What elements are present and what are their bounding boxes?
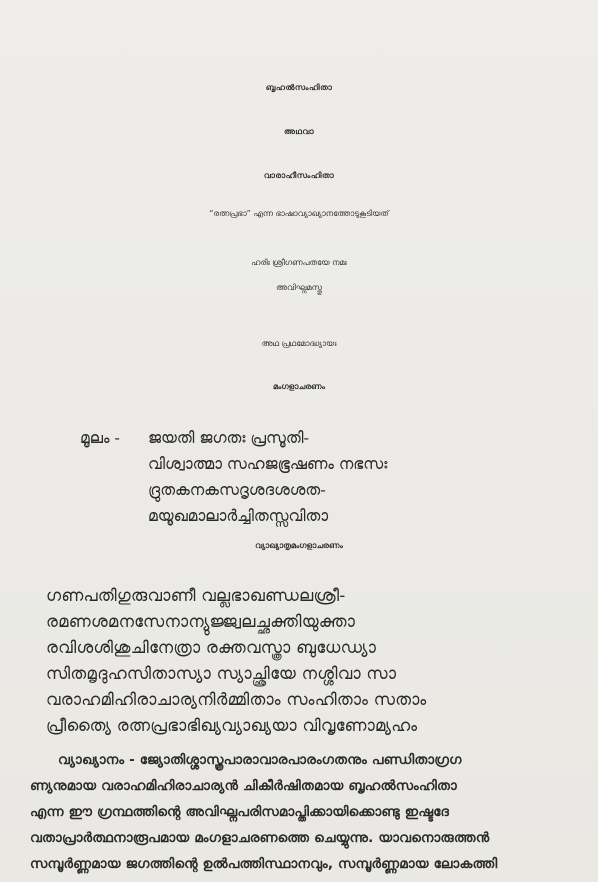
mulam-line: ജയതി ജഗതഃ പ്രസൂതി- — [148, 429, 310, 447]
prose-line: സമ്പൂർണ്ണമായ ജഗത്തിന്റെ ഉൽപത്തിസ്ഥാനവും, സമ്പൂർണ്ണമായ ലോകത്തി — [30, 856, 498, 872]
invocation-line-1: ഹരിഃ ശ്രീഗണപതയേ നമഃ — [251, 258, 347, 267]
title-line-1: ബൃഹൽസംഹിതാ — [265, 83, 333, 92]
title-line-3: വാരാഹീസംഹിതാ — [263, 171, 335, 180]
commentary-verse-line: സിതമൃദുഹസിതാസ്യാ സ്യാച്ഛ്രിയേ നശ്ശിവാ സാ — [46, 664, 397, 683]
commentary-verse-line: രമണശമനസേനാന്യുജ്ജ്വലച്ഛക്തിയുക്താ — [46, 612, 356, 631]
commentary-verse-line: രവിശശിശുചിനേത്രാ രക്തവസ്ത്രാ ബുധേഡ്യാ — [46, 638, 377, 657]
mulam-label: മൂലം - — [80, 429, 121, 447]
commentary-heading: വ്യാഖ്യാതൃമംഗളാചരണം — [255, 541, 343, 550]
chapter-title: അഥ പ്രഥമോദ്ധ്യായഃ — [261, 339, 337, 348]
mulam-line: ദ്രുതകനകസദൃശദശശത- — [148, 481, 326, 499]
title-line-2: അഥവാ — [283, 127, 315, 136]
commentary-verse-line: ഗണപതിഗുരുവാണീ വല്ലഭാഖണ്ഡലശ്രീ- — [46, 586, 346, 605]
prose-line: ണ്യനുമായ വരാഹമിഹിരാചാര്യൻ ചികീർഷിതമായ ബൃഹൽസംഹിതാ — [30, 778, 457, 794]
section-title: മംഗളാചരണം — [272, 382, 326, 391]
prose-line: വതാപ്രാർത്ഥനാരൂപമായ മംഗളാചരണത്തെ ചെയ്യുന്നു. യാവനൊരുത്തൻ — [30, 830, 490, 846]
commentary-verse-line: പ്രീത്യൈ രത്നപ്രഭാഭിഖ്യവ്യാഖ്യയാ വിവൃണോമ്യഹം — [46, 716, 418, 735]
commentary-verse-line: വരാഹമിഹിരാചാര്യനിർമ്മിതാം സംഹിതാം സതാം — [46, 690, 427, 709]
subtitle: “രത്നപ്രഭാ” എന്ന ഭാഷാവ്യാഖ്യാനത്തോടുകൂടിയത് — [209, 209, 389, 218]
prose-line: എന്ന ഈ ഗ്രന്ഥത്തിന്റെ അവിഘ്നപരിസമാപ്തിക്കായിക്കൊണ്ടു ഇഷ്ടദേ — [30, 804, 450, 820]
mulam-line: വിശ്വാത്മാ സഹജഭൂഷണം നഭസഃ — [148, 455, 388, 473]
prose-line: വ്യാഖ്യാനം - ജ്യോതിശ്ശാസ്ത്രപാരാവാരപാരംഗതനും പണ്ഡിതാഗ്രഗ — [58, 752, 462, 768]
mulam-line: മയൂഖമാലാർച്ചിതസ്സവിതാ — [148, 507, 329, 525]
invocation-line-2: അവിഘ്നമസ്തു — [276, 283, 322, 292]
